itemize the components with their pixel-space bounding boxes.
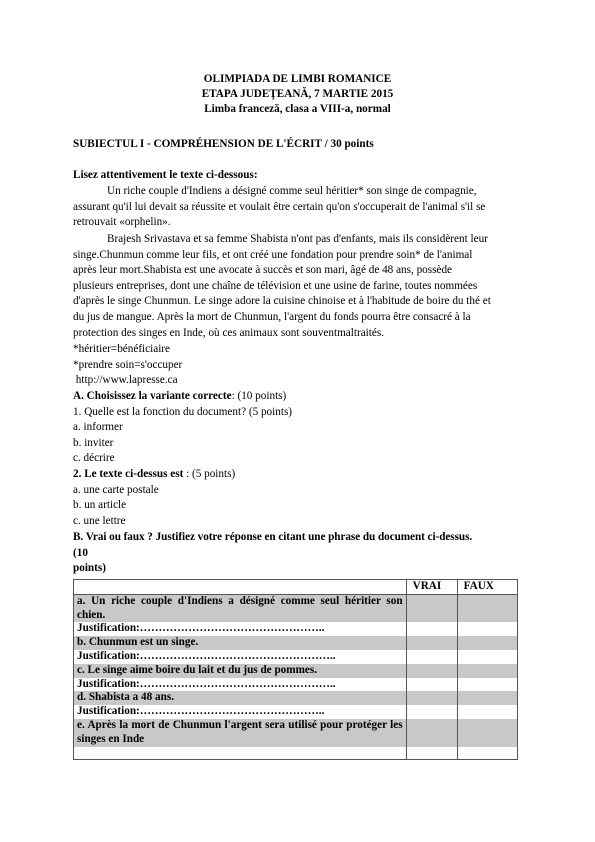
question-2-points: : (5 points) bbox=[183, 467, 236, 480]
q1-option-b[interactable]: b. inviter bbox=[73, 436, 114, 449]
section-a-title-bold: A. Choisissez la variante correcte bbox=[73, 390, 232, 402]
justification-a[interactable]: Justification:………………………………………….. bbox=[74, 622, 407, 636]
source-link[interactable]: http://www.lapresse.ca bbox=[73, 374, 178, 387]
vrai-cell-b[interactable] bbox=[406, 636, 457, 650]
table-row bbox=[74, 719, 518, 747]
statement-c: c. Le singe aime boire du lait et du jus de pommes. bbox=[74, 664, 407, 678]
empty-cell bbox=[457, 622, 517, 636]
section-a-title bbox=[73, 389, 524, 405]
olympiad-title: OLIMPIADA DE LIMBI ROMANICE bbox=[203, 73, 392, 85]
vrai-cell-a[interactable] bbox=[406, 594, 457, 622]
table-header-row bbox=[74, 580, 518, 595]
table-row bbox=[74, 705, 518, 719]
footnote-prendre-soin: *prendre soin=s'occuper bbox=[73, 358, 183, 371]
section-b-title-line: points) bbox=[73, 562, 106, 575]
statement-a: a. Un riche couple d'Indiens a désigné comme seul héritier son chien. bbox=[74, 594, 407, 622]
statement-d: d. Shabista a 48 ans. bbox=[74, 691, 407, 705]
table-row bbox=[74, 636, 518, 650]
table-row bbox=[74, 664, 518, 678]
p2-line: singe.Chunmun comme leur fils, et ont créé une fondation pour prendre soin* de l'animal bbox=[73, 248, 473, 261]
paragraph-1 bbox=[73, 184, 524, 231]
justification-b[interactable]: Justification:…………………………………………….. bbox=[74, 650, 407, 664]
question-1: 1. Quelle est la fonction du document? (5 points) bbox=[73, 405, 293, 418]
empty-cell bbox=[406, 622, 457, 636]
p2-line: du jus de mangue. Après la mort de Chunmun, l'argent du fonds pourra être consacré à la bbox=[73, 310, 471, 323]
justification-e[interactable] bbox=[74, 747, 407, 760]
p1-line: retrouvait «orphelin». bbox=[73, 216, 171, 229]
section-b-title-line: B. Vrai ou faux ? Justifiez votre réponse en citant une phrase du document ci-dessus. bbox=[73, 531, 473, 543]
faux-header: FAUX bbox=[457, 580, 517, 595]
p1-line: assurant qu'il lui devait sa réussite et voulait être certain qu'on s'occuperait de l'animal s'il se bbox=[73, 200, 486, 213]
section-b-title-line: (10 bbox=[73, 546, 88, 559]
faux-cell-c[interactable] bbox=[457, 664, 517, 678]
justification-d[interactable]: Justification:………………………………………….. bbox=[74, 705, 407, 719]
vrai-cell-e[interactable] bbox=[406, 719, 457, 747]
empty-cell bbox=[457, 650, 517, 664]
justification-c[interactable]: Justification:…………………………………………….. bbox=[74, 678, 407, 692]
p2-line: Brajesh Srivastava et sa femme Shabista n'ont pas d'enfants, mais ils considèrent leur bbox=[107, 233, 488, 245]
q2-option-a[interactable]: a. une carte postale bbox=[73, 483, 159, 496]
q2-option-c[interactable]: c. une lettre bbox=[73, 514, 126, 527]
empty-cell bbox=[457, 705, 517, 719]
empty-cell bbox=[457, 747, 517, 760]
question-2 bbox=[73, 467, 524, 483]
q2-option-b[interactable]: b. un article bbox=[73, 499, 127, 512]
question-2-bold: 2. Le texte ci-dessus est bbox=[73, 467, 184, 480]
vrai-header: VRAI bbox=[406, 580, 457, 595]
faux-cell-a[interactable] bbox=[457, 594, 517, 622]
empty-cell bbox=[406, 678, 457, 692]
p2-line: d'après le singe Chunmun. Le singe adore la cuisine chinoise et à l'habitude de boire du thé et bbox=[73, 295, 491, 308]
q1-option-c[interactable]: c. décrire bbox=[73, 452, 115, 465]
faux-cell-e[interactable] bbox=[457, 719, 517, 747]
p2-line: après leur mort.Shabista est une avocate à succès et son mari, âgé de 48 ans, possède bbox=[73, 264, 453, 277]
faux-cell-b[interactable] bbox=[457, 636, 517, 650]
table-row bbox=[74, 747, 518, 760]
p2-line: plusieurs entreprises, dont une chaîne de télévision et une usine de farine, toutes nommées bbox=[73, 279, 478, 292]
vrai-cell-d[interactable] bbox=[406, 691, 457, 705]
reading-instruction: Lisez attentivement le texte ci-dessous: bbox=[73, 169, 258, 181]
section-a-title-points: : (10 points) bbox=[231, 390, 287, 402]
table-row bbox=[74, 691, 518, 705]
section-a bbox=[73, 389, 524, 529]
true-false-table bbox=[73, 579, 518, 760]
statement-b: b. Chunmun est un singe. bbox=[74, 636, 407, 650]
faux-cell-d[interactable] bbox=[457, 691, 517, 705]
paragraph-2 bbox=[73, 232, 524, 341]
stage-date: ETAPA JUDEŢEANĂ, 7 MARTIE 2015 bbox=[201, 88, 394, 100]
vrai-cell-c[interactable] bbox=[406, 664, 457, 678]
table-row bbox=[74, 650, 518, 664]
table-row bbox=[74, 678, 518, 692]
subject-title: SUBIECTUL I - COMPRÉHENSION DE L'ÉCRIT / 30 points bbox=[73, 138, 374, 150]
language-class: Limba franceză, clasa a VIII-a, normal bbox=[204, 103, 391, 115]
table-row bbox=[74, 622, 518, 636]
p1-line: Un riche couple d'Indiens a désigné comme seul héritier* son singe de compagnie, bbox=[107, 185, 477, 197]
empty-cell bbox=[406, 650, 457, 664]
empty-cell bbox=[406, 705, 457, 719]
footnote-heritier: *héritier=bénéficiaire bbox=[73, 343, 170, 355]
empty-cell bbox=[406, 747, 457, 760]
statement-header bbox=[74, 580, 407, 595]
statement-e: e. Après la mort de Chunmun l'argent sera utilisé pour protéger les singes en Inde bbox=[74, 719, 407, 747]
section-b-title bbox=[73, 530, 524, 577]
empty-cell bbox=[457, 678, 517, 692]
footnotes bbox=[73, 342, 524, 389]
p2-line: protection des singes en Inde, où ces animaux sont souventmaltraités. bbox=[73, 326, 384, 339]
table-row bbox=[74, 594, 518, 622]
q1-option-a[interactable]: a. informer bbox=[73, 421, 123, 434]
